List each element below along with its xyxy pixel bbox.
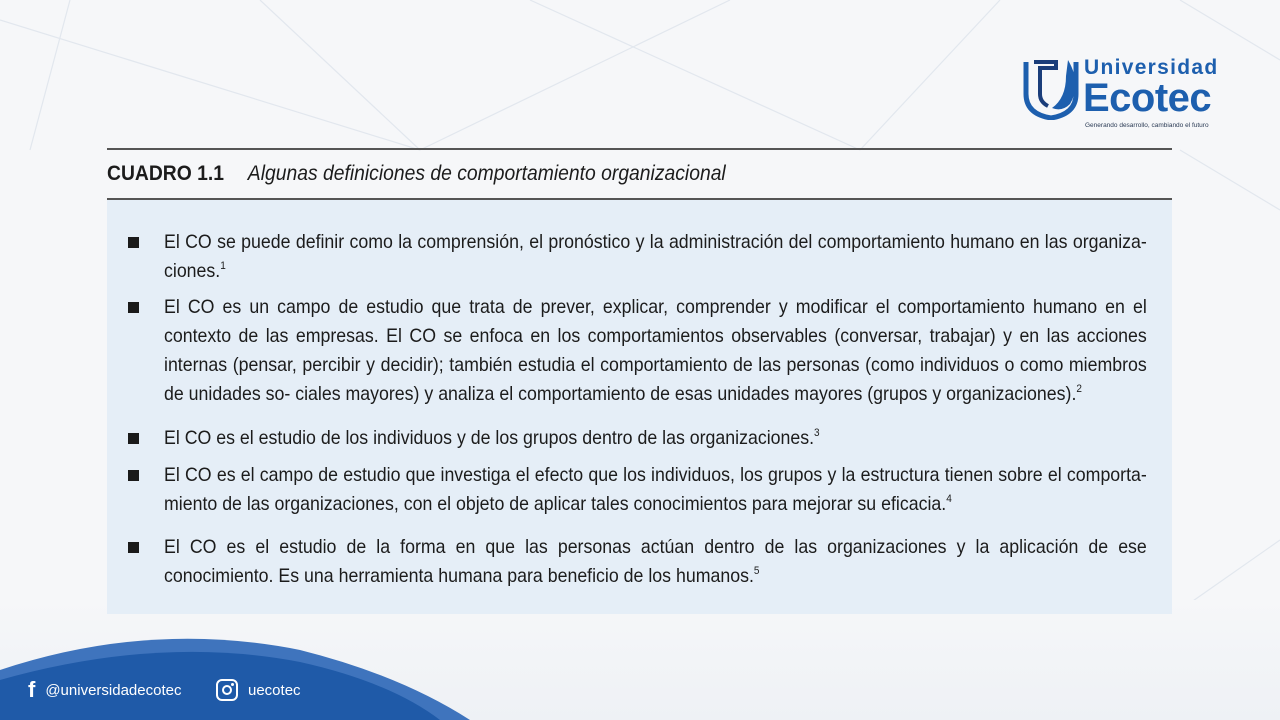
bullet-square-icon xyxy=(128,302,139,313)
logo-shield-icon xyxy=(1022,54,1080,120)
definition-text: El CO es el estudio de la forma en que las personas actúan dentro de las organizaciones y la aplicación de ese conocimiento. Es una herramienta humana para beneficio de los humanos.$^5$ xyxy=(164,536,1147,587)
footnote-ref: 1 xyxy=(220,260,226,272)
definition-text: El CO es el estudio de los individuos y de los grupos dentro de las organizaciones.$^3$ xyxy=(164,427,820,449)
logo-ecotec-text: Ecotec xyxy=(1083,76,1212,120)
table-caption xyxy=(107,158,1087,190)
definition-text: El CO es un campo de estudio que trata de prever, explicar, comprender y modificar el comportamiento humano en el contexto de las empresas. El CO se enfoca en los comportamientos observables (conversar, trabajar) y en las acciones internas (pensar, percibir y decidir); también estudia el comportamiento de las personas (como individuos o como miembros de unidades so- ciales mayores) y analiza el comportamiento de esas unidades mayores (grupos y organizaciones).$^2$ xyxy=(164,296,1147,405)
table-title: Algunas definiciones de comportamiento organizacional xyxy=(247,162,726,185)
facebook-link[interactable] xyxy=(28,676,181,704)
table-number: CUADRO 1.1 xyxy=(107,162,225,185)
facebook-handle: @universidadecotec xyxy=(45,681,182,699)
facebook-icon: f xyxy=(28,677,36,702)
instagram-icon xyxy=(216,679,238,701)
instagram-handle: uecotec xyxy=(248,681,301,699)
footnote-ref: 4 xyxy=(946,493,952,505)
footnote-ref: 3 xyxy=(814,427,820,439)
table-top-rule xyxy=(107,148,1172,150)
logo-tagline: Generando desarrollo, cambiando el futuro xyxy=(1085,122,1209,129)
footnote-ref: 5 xyxy=(753,565,760,577)
footnote-ref: 2 xyxy=(1076,383,1082,395)
definition-text: El CO es el campo de estudio que investiga el efecto que los individuos, los grupos y la estructura tienen sobre el comporta- miento de las organizaciones, con el objeto de aplicar tales conocimientos para mejorar su eficacia.$^4$ xyxy=(164,464,1147,515)
bullet-square-icon xyxy=(128,237,139,248)
university-logo xyxy=(1022,48,1242,138)
definitions-panel xyxy=(107,200,1172,614)
definition-text: El CO se puede definir como la comprensión, el pronóstico y la administración del comportamiento humano en las organiza- ciones.$^1$ xyxy=(164,231,1147,282)
bullet-square-icon xyxy=(128,470,139,481)
bullet-square-icon xyxy=(128,433,139,444)
instagram-link[interactable] xyxy=(216,676,301,704)
footer-wave xyxy=(0,630,480,720)
logo-university-text: Universidad xyxy=(1084,56,1219,79)
bullet-square-icon xyxy=(128,542,139,553)
